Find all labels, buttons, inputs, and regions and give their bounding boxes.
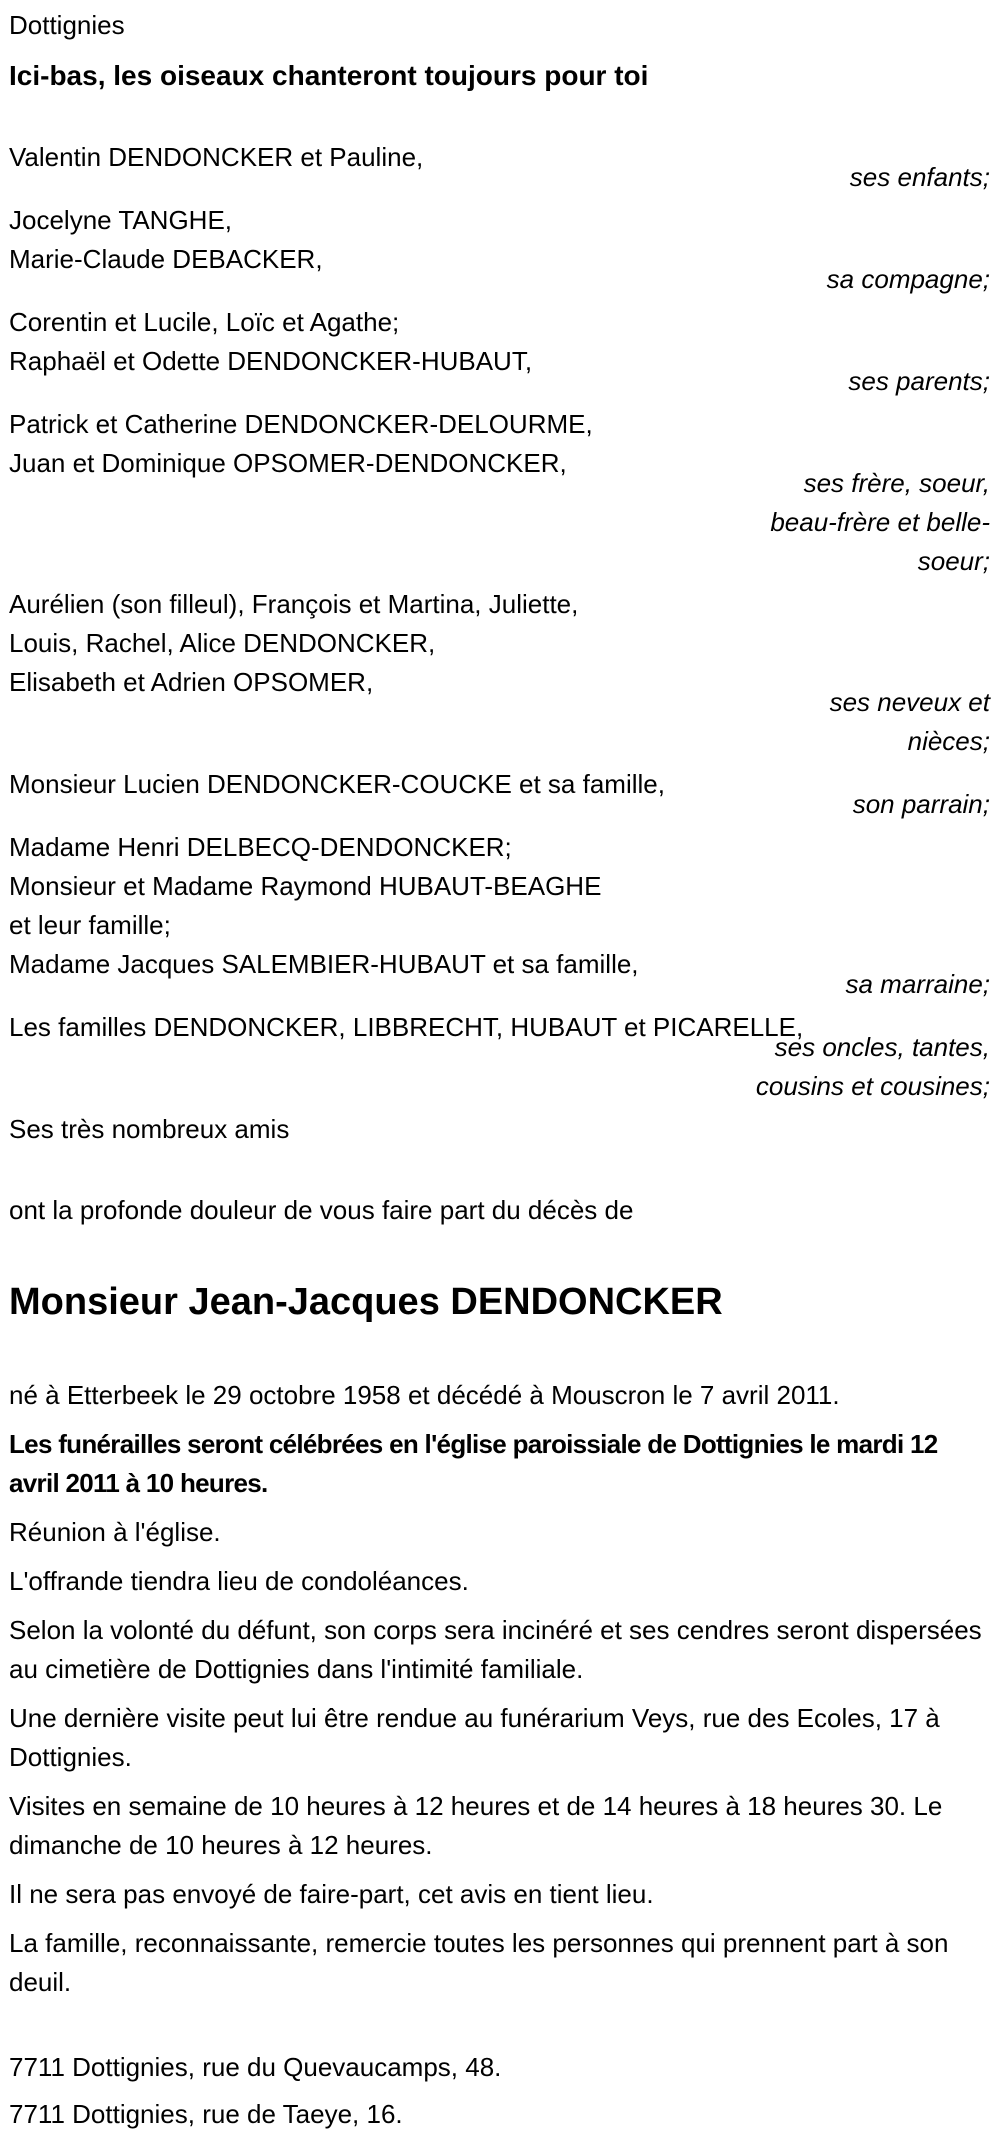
relation-line: beau-frère et belle- (770, 507, 990, 537)
motto-line: Ici-bas, les oiseaux chanteront toujours pour toi (9, 60, 649, 91)
address-line: 7711 Dottignies, rue du Quevaucamps, 48. (9, 2052, 502, 2082)
info-paragraph: La famille, reconnaissante, remercie toutes les personnes qui prennent part à son deuil. (9, 1928, 949, 1997)
family-name-line: Raphaël et Odette DENDONCKER-HUBAUT, (9, 346, 533, 376)
family-name-line: Monsieur Lucien DENDONCKER-COUCKE et sa famille, (9, 769, 665, 799)
family-name-line: Aurélien (son filleul), François et Martina, Juliette, (9, 589, 579, 619)
family-block (9, 405, 990, 581)
relation-line: ses enfants; (849, 162, 990, 192)
info-paragraph: Il ne sera pas envoyé de faire-part, cet avis en tient lieu. (9, 1879, 654, 1909)
relation-line: ses frère, soeur, (803, 468, 990, 498)
family-block (9, 765, 990, 824)
family-name-line: Marie-Claude DEBACKER, (9, 244, 323, 274)
family-name-line: Corentin et Lucile, Loïc et Agathe; (9, 307, 400, 337)
info-paragraph: Selon la volonté du défunt, son corps sera incinéré et ses cendres seront dispersées au cimetière de Dottignies dans l'intimité familiale. (9, 1615, 982, 1684)
family-name-line: Madame Jacques SALEMBIER-HUBAUT et sa famille, (9, 949, 639, 979)
family-name-line: Patrick et Catherine DENDONCKER-DELOURME, (9, 409, 593, 439)
relation-line: sa compagne; (826, 264, 990, 294)
deceased-name-title: Monsieur Jean-Jacques DENDONCKER (9, 1281, 723, 1323)
family-name-line: Les familles DENDONCKER, LIBBRECHT, HUBAUT et PICARELLE, (9, 1012, 804, 1042)
announcement-line: ont la profonde douleur de vous faire part du décès de (9, 1195, 634, 1225)
relation-line: soeur; (917, 546, 990, 576)
family-name-line: Louis, Rachel, Alice DENDONCKER, (9, 628, 436, 658)
info-paragraph: Visites en semaine de 10 heures à 12 heures et de 14 heures à 18 heures 30. Le dimanche de 10 heures à 12 heures. (9, 1791, 943, 1860)
info-paragraph: Réunion à l'église. (9, 1517, 221, 1547)
family-block (9, 945, 990, 1004)
info-paragraph: Les funérailles seront célébrées en l'église paroissiale de Dottignies le mardi 12 avril 2011 à 10 heures. (9, 1429, 938, 1498)
place-label: Dottignies (9, 10, 125, 40)
life-dates-line: né à Etterbeek le 29 octobre 1958 et décédé à Mouscron le 7 avril 2011. (9, 1380, 840, 1410)
family-name-line: Monsieur et Madame Raymond HUBAUT-BEAGHE (9, 871, 602, 901)
relation-line: cousins et cousines; (755, 1071, 990, 1101)
info-paragraph: Une dernière visite peut lui être rendue au funérarium Veys, rue des Ecoles, 17 à Dottignies. (9, 1703, 940, 1772)
family-block (9, 138, 990, 197)
family-block (9, 240, 990, 299)
family-name-line: Madame Henri DELBECQ-DENDONCKER; (9, 832, 512, 862)
addresses-block (9, 2044, 990, 2138)
family-block (9, 1110, 990, 1149)
family-block (9, 828, 990, 945)
relation-line: ses oncles, tantes, (774, 1032, 990, 1062)
family-list (9, 138, 990, 1149)
relation-line: ses neveux et (829, 687, 990, 717)
family-block (9, 201, 990, 240)
funeral-info-section (9, 1425, 990, 2002)
relation-line: sa marraine; (845, 969, 990, 999)
family-name-line: Jocelyne TANGHE, (9, 205, 233, 235)
family-name-line: et leur famille; (9, 910, 171, 940)
family-name-line: Elisabeth et Adrien OPSOMER, (9, 667, 374, 697)
relation-line: son parrain; (852, 789, 990, 819)
relation-line: nièces; (907, 726, 990, 756)
family-name-line: Ses très nombreux amis (9, 1114, 290, 1144)
family-block (9, 303, 990, 342)
relation-line: ses parents; (848, 366, 990, 396)
address-line: 7711 Dottignies, rue de Taeye, 16. (9, 2099, 403, 2129)
family-name-line: Valentin DENDONCKER et Pauline, (9, 142, 424, 172)
info-paragraph: L'offrande tiendra lieu de condoléances. (9, 1566, 469, 1596)
family-block (9, 1008, 990, 1106)
family-name-line: Juan et Dominique OPSOMER-DENDONCKER, (9, 448, 567, 478)
family-block (9, 342, 990, 401)
family-block (9, 585, 990, 761)
